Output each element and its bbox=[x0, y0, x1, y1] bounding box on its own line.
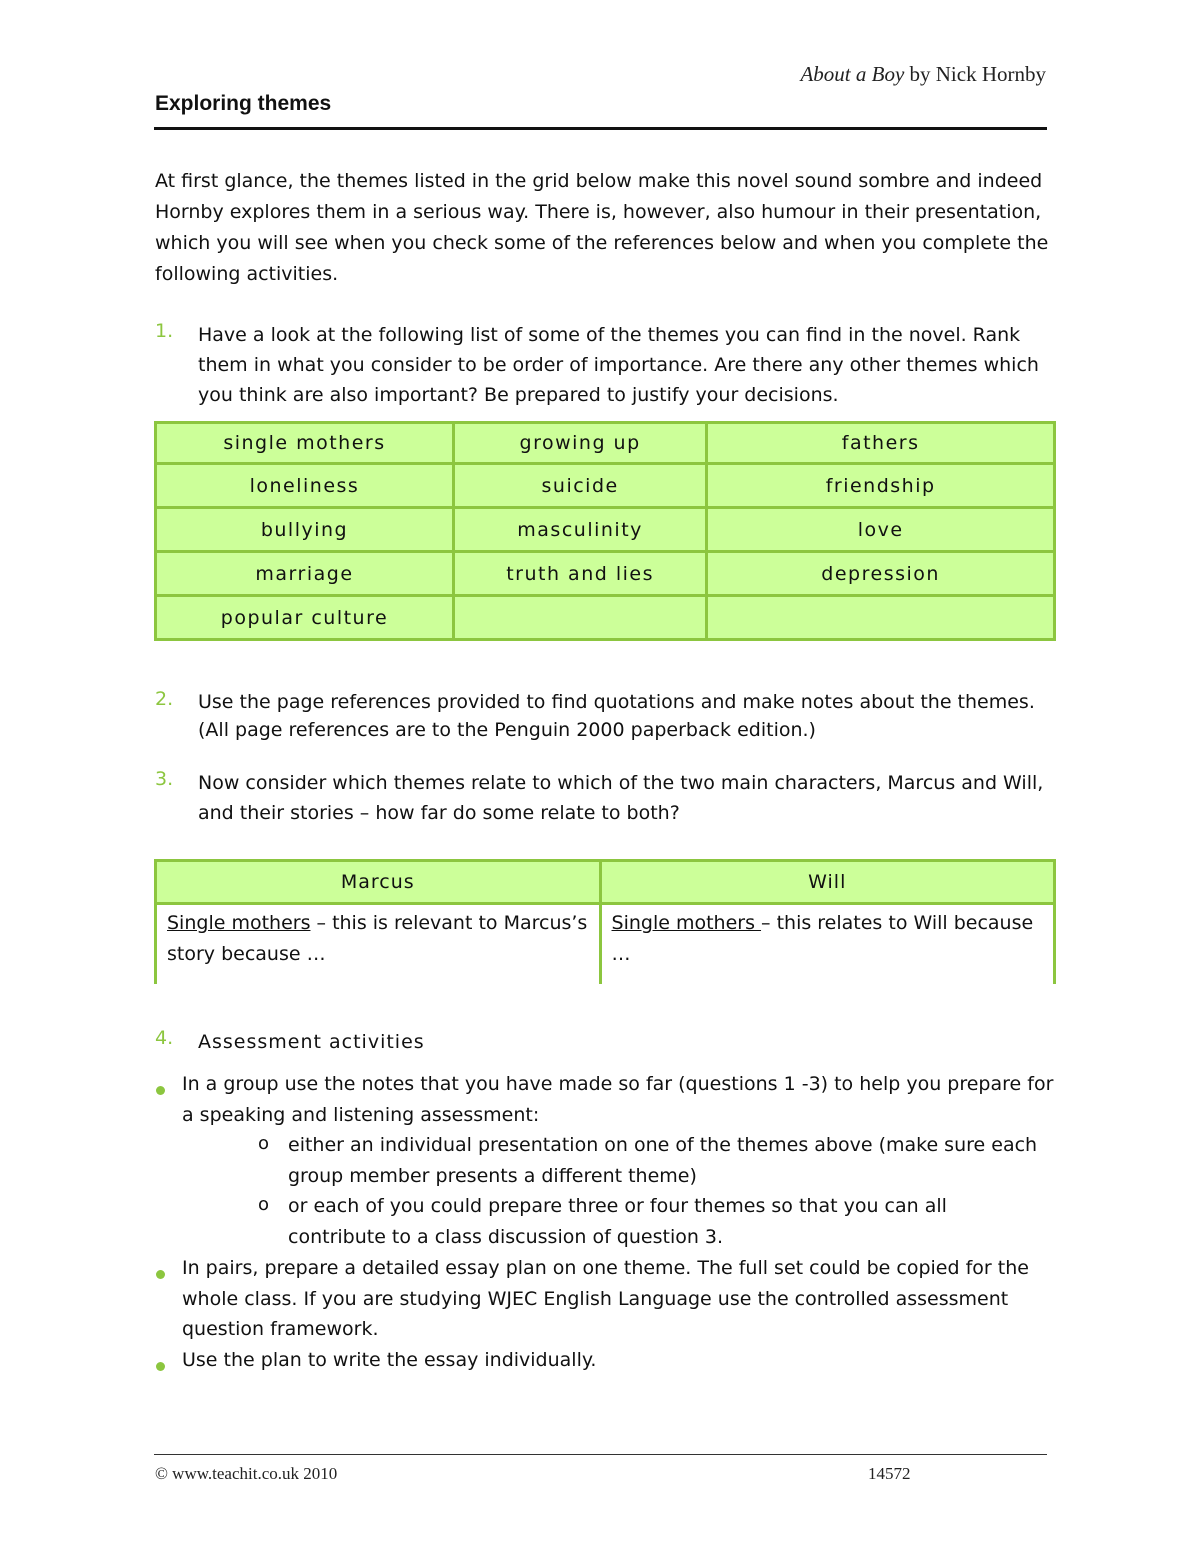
header-rule bbox=[154, 127, 1047, 130]
book-author: by Nick Hornby bbox=[904, 62, 1046, 86]
theme-cell: suicide bbox=[453, 464, 706, 508]
footer-copyright: © www.teachit.co.uk 2010 bbox=[155, 1464, 338, 1483]
question-4-number: 4. bbox=[155, 1027, 174, 1049]
question-1-text: Have a look at the following list of some of the themes you can find in the novel. Rank them in what you consider to be order of importance. Are there any other themes which you think are also important? Be prepared to justify your decisions. bbox=[198, 324, 1039, 406]
bullet-icon bbox=[156, 1264, 165, 1283]
book-title: About a Boy bbox=[800, 62, 905, 86]
question-3-number: 3. bbox=[155, 768, 174, 790]
theme-cell: masculinity bbox=[453, 508, 706, 552]
theme-cell: popular culture bbox=[156, 596, 454, 640]
question-3-text: Now consider which themes relate to which of the two main characters, Marcus and Will, and their stories – how far do some relate to both? bbox=[198, 772, 1044, 824]
themes-row bbox=[156, 423, 1055, 464]
theme-cell: love bbox=[707, 508, 1055, 552]
theme-cell: truth and lies bbox=[453, 552, 706, 596]
theme-cell: bullying bbox=[156, 508, 454, 552]
book-attribution bbox=[800, 62, 1046, 87]
theme-cell: friendship bbox=[707, 464, 1055, 508]
will-note: – this relates to Will because … bbox=[611, 912, 1034, 965]
footer-code: 14572 bbox=[868, 1464, 911, 1483]
column-header-marcus: Marcus bbox=[156, 861, 601, 904]
bullet-2-text: In pairs, prepare a detailed essay plan on one theme. The full set could be copied for the whole class. If you are studying WJEC English Language use the controlled assessment question framework. bbox=[182, 1257, 1029, 1340]
themes-row bbox=[156, 464, 1055, 508]
bullet-3-text: Use the plan to write the essay individually. bbox=[182, 1349, 597, 1371]
will-theme: Single mothers bbox=[611, 912, 762, 934]
themes-grid bbox=[154, 421, 1056, 641]
sub-bullet-marker: o bbox=[258, 1133, 270, 1154]
themes-row bbox=[156, 552, 1055, 596]
themes-row bbox=[156, 596, 1055, 640]
theme-cell: growing up bbox=[453, 423, 706, 464]
theme-cell: depression bbox=[707, 552, 1055, 596]
question-4-title: Assessment activities bbox=[198, 1031, 425, 1053]
marcus-cell bbox=[156, 904, 601, 985]
themes-row bbox=[156, 508, 1055, 552]
question-2-number: 2. bbox=[155, 688, 174, 710]
question-2-text: Use the page references provided to find quotations and make notes about the themes. (All page references are to the Penguin 2000 paperback edition.) bbox=[198, 691, 1035, 741]
bullet-icon bbox=[156, 1356, 165, 1375]
bullet-icon bbox=[156, 1080, 165, 1099]
sub-bullet-marker: o bbox=[258, 1194, 270, 1215]
theme-cell bbox=[707, 596, 1055, 640]
theme-cell: single mothers bbox=[156, 423, 454, 464]
footer-rule bbox=[154, 1454, 1047, 1455]
theme-cell: marriage bbox=[156, 552, 454, 596]
will-cell bbox=[600, 904, 1054, 985]
theme-cell: fathers bbox=[707, 423, 1055, 464]
question-1-number: 1. bbox=[155, 320, 174, 342]
column-header-will: Will bbox=[600, 861, 1054, 904]
sub-bullet-1-text: either an individual presentation on one of the themes above (make sure each group member presents a different theme) bbox=[288, 1134, 1038, 1187]
theme-cell: loneliness bbox=[156, 464, 454, 508]
bullet-1-text: In a group use the notes that you have made so far (questions 1 -3) to help you prepare for a speaking and listening assessment: bbox=[182, 1073, 1054, 1126]
characters-table bbox=[154, 859, 1056, 984]
theme-cell bbox=[453, 596, 706, 640]
sub-bullet-2-text: or each of you could prepare three or four themes so that you can all contribute to a class discussion of question 3. bbox=[288, 1195, 947, 1248]
intro-paragraph: At first glance, the themes listed in the grid below make this novel sound sombre and indeed Hornby explores them in a serious way. There is, however, also humour in their presentation, which you will see when you check some of the references below and when you complete the following activities. bbox=[155, 170, 1049, 285]
page-title: Exploring themes bbox=[155, 92, 332, 115]
marcus-theme: Single mothers bbox=[167, 912, 311, 934]
marcus-note: – this is relevant to Marcus’s story because … bbox=[167, 912, 588, 965]
